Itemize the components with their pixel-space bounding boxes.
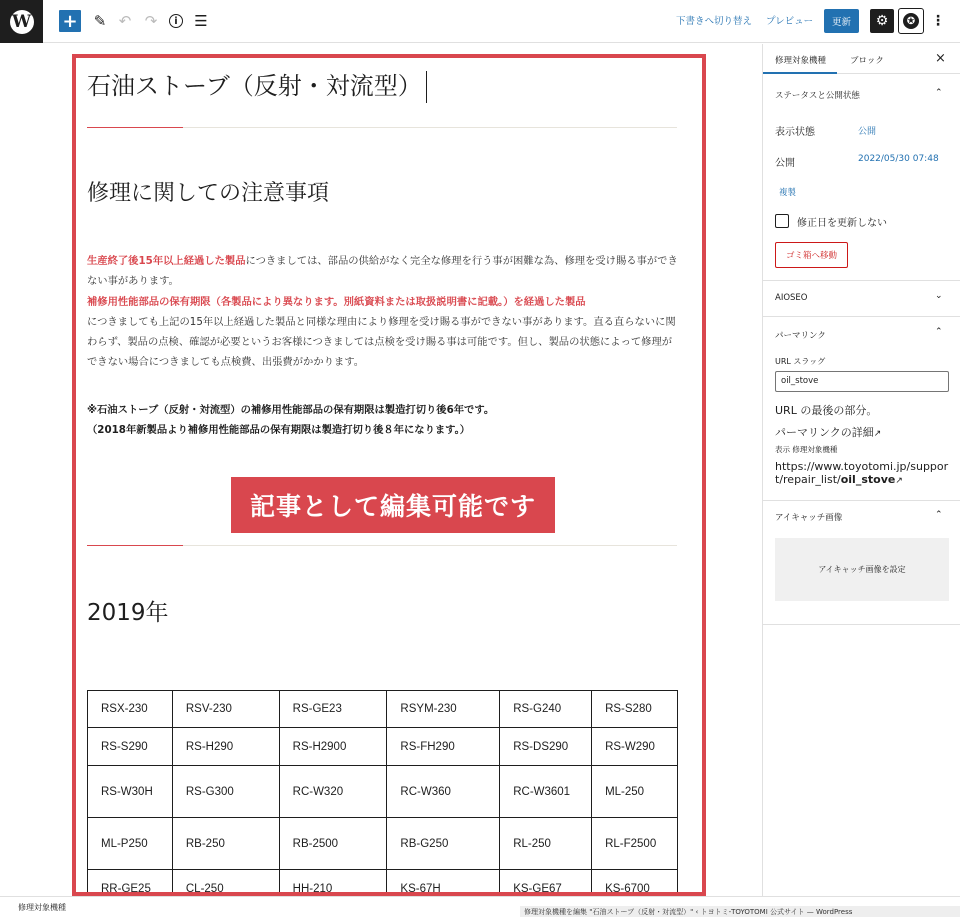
permalink-url-link[interactable]: https://www.toyotomi.jp/support/repair_list/oil_stove↗ [775, 460, 949, 486]
notice-paragraph[interactable]: 生産終了後15年以上経過した製品につきましては、部品の供給がなく完全な修理を行う事が困難な為、修理を受け賜る事ができない事があります。 補修用性能部品の保有期限（各製品により異なります。別紙資料または取扱説明書に記載。）を経過した製品 につきましても上記の15年以上経過した製品と同様な理由により修理を受け賜る事ができない事があります。直る直らないに関わらず、製品の点検、確認が必要というお客様につきましては点検を受け賜る事は可能です。但し、製品の状態によって修理ができない場合につきましても点検費、出張費がかかります。 [87, 255, 678, 369]
gear-icon: ⚙ [875, 13, 889, 29]
panel-divider [763, 500, 960, 501]
table-row [88, 766, 678, 818]
editor-footer [0, 896, 960, 917]
table-cell[interactable]: RS-G240 [500, 691, 592, 728]
table-cell[interactable]: KS-GE67 [500, 870, 592, 897]
table-cell[interactable]: RC-W3601 [500, 766, 592, 818]
table-cell[interactable]: KS-67H [387, 870, 500, 897]
table-cell[interactable]: RC-W360 [387, 766, 500, 818]
info-icon: i [169, 14, 183, 28]
year-heading[interactable]: 2019年 [87, 600, 169, 626]
table-cell[interactable]: RS-H290 [172, 728, 279, 766]
notice-heading[interactable]: 修理に関しての注意事項 [87, 181, 330, 206]
table-cell[interactable]: RS-W290 [592, 728, 678, 766]
highlight-frame [72, 54, 706, 896]
no-update-label: 修正日を更新しない [797, 218, 887, 229]
preview-button[interactable]: プレビュー [766, 16, 814, 27]
separator [87, 545, 677, 546]
list-view-icon: ☰ [194, 12, 208, 30]
status-panel-toggle[interactable]: ステータスと公開状態 [775, 91, 860, 101]
plugin-icon: ✪ [903, 13, 919, 29]
chevron-up-icon[interactable]: ⌃ [935, 88, 943, 98]
table-cell[interactable]: RS-FH290 [387, 728, 500, 766]
table-cell[interactable]: RB-2500 [279, 818, 387, 870]
notice-note[interactable]: ※石油ストーブ（反射・対流型）の補修用性能部品の保有期限は製造打切り後6年です。 （2018年新製品より補修用性能部品の保有期限は製造打切り後８年になります。） [87, 404, 495, 436]
table-cell[interactable]: RC-W320 [279, 766, 387, 818]
tab-block[interactable]: ブロック [850, 56, 884, 66]
tab-post[interactable]: 修理対象機種 [775, 56, 827, 66]
breadcrumb[interactable]: 修理対象機種 [18, 903, 66, 912]
no-update-checkbox[interactable] [775, 214, 789, 228]
window-title-bar: 修理対象機種を編集 "石油ストーブ（反射・対流型）" ‹ トヨトミ-TOYOTOMI 公式サイト — WordPress [520, 906, 960, 917]
separator [87, 127, 677, 128]
plus-icon: + [62, 10, 78, 32]
tools-button[interactable] [90, 10, 110, 32]
plugin-button[interactable] [898, 8, 924, 34]
chevron-up-icon[interactable]: ⌃ [935, 327, 943, 337]
list-view-button[interactable] [192, 10, 210, 32]
add-block-button[interactable] [59, 10, 81, 32]
table-cell[interactable]: RSV-230 [172, 691, 279, 728]
pencil-icon: ✎ [93, 12, 107, 30]
update-button[interactable]: 更新 [824, 9, 859, 33]
table-row [88, 728, 678, 766]
permalink-panel-toggle[interactable]: パーマリンク [775, 331, 826, 341]
table-cell[interactable]: CL-250 [172, 870, 279, 897]
panel-divider [763, 624, 960, 625]
active-tab-indicator [763, 72, 837, 74]
table-cell[interactable]: RS-H2900 [279, 728, 387, 766]
move-to-trash-button[interactable]: ゴミ箱へ移動 [775, 242, 848, 268]
duplicate-link[interactable]: 複製 [779, 188, 797, 198]
visibility-value-button[interactable]: 公開 [858, 127, 877, 137]
table-row [88, 691, 678, 728]
settings-sidebar [762, 44, 960, 896]
text-caret [426, 71, 427, 103]
panel-divider [763, 316, 960, 317]
kebab-icon: ⋮ [931, 13, 945, 29]
table-cell[interactable]: RSYM-230 [387, 691, 500, 728]
settings-button[interactable] [870, 9, 894, 33]
table-row [88, 818, 678, 870]
publish-date-button[interactable]: 2022/05/30 07:48 [858, 154, 939, 164]
more-options-button[interactable] [931, 11, 945, 31]
set-featured-image-button[interactable]: アイキャッチ画像を設定 [775, 538, 949, 601]
chevron-down-icon[interactable]: ⌄ [935, 291, 943, 301]
table-cell[interactable]: ML-P250 [88, 818, 173, 870]
table-cell[interactable]: RS-DS290 [500, 728, 592, 766]
slug-label: URL スラッグ [775, 357, 826, 366]
editor-canvas [0, 44, 762, 896]
view-post-label: 表示 修理対象機種 [775, 445, 838, 454]
redo-button[interactable] [142, 10, 160, 32]
close-icon[interactable]: × [935, 51, 946, 66]
editor-toolbar [0, 0, 960, 43]
featured-image-panel-toggle[interactable]: アイキャッチ画像 [775, 513, 843, 523]
permalink-detail-link[interactable]: パーマリンクの詳細↗ [775, 426, 882, 439]
aioseo-panel-toggle[interactable]: AIOSEO [775, 293, 808, 303]
table-cell[interactable]: RS-G300 [172, 766, 279, 818]
publish-label: 公開 [775, 158, 795, 169]
table-cell[interactable]: RL-250 [500, 818, 592, 870]
table-cell[interactable]: RS-S280 [592, 691, 678, 728]
url-slug-input[interactable]: oil_stove [775, 371, 949, 392]
wordpress-logo-button[interactable] [0, 0, 43, 43]
model-table[interactable] [87, 690, 678, 896]
wordpress-logo-icon: W [10, 10, 34, 34]
table-cell[interactable]: RS-S290 [88, 728, 173, 766]
highlight-text: 生産終了後15年以上経過した製品 [87, 255, 246, 267]
table-cell[interactable]: ML-250 [592, 766, 678, 818]
table-cell[interactable]: RS-GE23 [279, 691, 387, 728]
table-cell[interactable]: KS-6700 [592, 870, 678, 897]
table-cell[interactable]: RR-GE25 [88, 870, 173, 897]
redo-icon: ↷ [144, 12, 158, 30]
post-title[interactable]: 石油ストーブ（反射・対流型） [87, 66, 427, 103]
visibility-label: 表示状態 [775, 127, 815, 138]
switch-to-draft-button[interactable]: 下書きへ切り替え [676, 16, 753, 27]
external-link-icon: ↗ [895, 476, 903, 486]
table-row [88, 870, 678, 897]
table-cell[interactable]: RB-G250 [387, 818, 500, 870]
editable-banner[interactable]: 記事として編集可能です [231, 477, 555, 533]
highlight-text: 補修用性能部品の保有期限（各製品により異なります。別紙資料または取扱説明書に記載。）を経過した製品 [87, 295, 586, 308]
slug-help-text: URL の最後の部分。 [775, 404, 878, 417]
external-link-icon: ↗ [873, 429, 882, 439]
undo-button[interactable] [116, 10, 134, 32]
panel-divider [763, 280, 960, 281]
table-cell[interactable]: RSX-230 [88, 691, 173, 728]
sidebar-tabs [763, 44, 960, 74]
details-button[interactable] [167, 10, 185, 32]
chevron-up-icon[interactable]: ⌃ [935, 510, 943, 520]
table-cell[interactable]: RS-W30H [88, 766, 173, 818]
table-cell[interactable]: RB-250 [172, 818, 279, 870]
undo-icon: ↶ [118, 12, 132, 30]
table-cell[interactable]: RL-F2500 [592, 818, 678, 870]
table-cell[interactable]: HH-210 [279, 870, 387, 897]
